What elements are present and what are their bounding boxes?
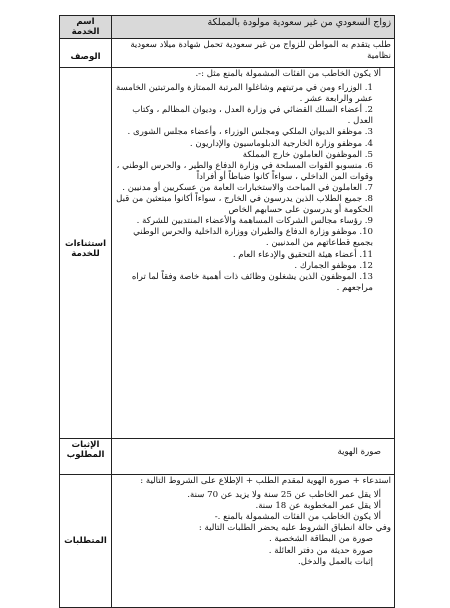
- requirements-attachments: [115, 534, 391, 567]
- description-text: طلب يتقدم به المواطن للزواج من غير سعودية تحمل شهادة ميلاد سعودية نظامية: [112, 39, 395, 68]
- attachment-item: صورة حديثة من دفتر العائلة .: [268, 545, 373, 556]
- exception-item: 4. موظفو وزارة الخارجية الدبلوماسيون والإداريون .: [189, 138, 373, 149]
- exceptions-label-line2: للخدمة: [71, 249, 100, 259]
- exception-item: 13. الموظفون الذين يشغلون وظائف ذات أهمية خاصة وفقاً لما تراه مراجعهم .: [131, 271, 373, 293]
- exceptions-label-line1: استثناءات: [64, 239, 107, 249]
- requirements-cell: [112, 475, 395, 608]
- description-row: [60, 39, 395, 68]
- documents-label: [60, 439, 112, 475]
- service-title: زواج السعودي من غير سعودية مولودة بالمملكة: [112, 16, 395, 39]
- documents-label-line1: الإثبات: [71, 440, 100, 450]
- exception-item: 9. رؤساء مجالس الشركات المساهمة والأعضاء المنتدبين للشركة .: [136, 216, 373, 227]
- description-label-text: الوصف: [70, 52, 101, 62]
- exception-item: 8. جميع الطلاب الذين يدرسون في الخارج ، سواءاً أكانوا مبتعثين من قبل الحكومة أو يدرسون على حسابهم الخاص: [116, 194, 373, 216]
- exceptions-list: [115, 83, 391, 294]
- documents-label-line2: المطلوب: [66, 450, 105, 460]
- exception-item: 11. أعضاء هيئة التحقيق والإدعاء العام .: [232, 249, 373, 260]
- exception-item: 10. موظفو وزارة الدفاع والطيران ووزارة الداخلية والحرس الوطني بجميع قطاعاتهم من المدنيين .: [133, 227, 373, 249]
- service-name-row: [60, 16, 395, 39]
- requirements-label-text: المتطلبات: [64, 536, 107, 546]
- exceptions-label: [60, 68, 112, 439]
- service-info-table: [59, 15, 395, 608]
- requirements-row: [60, 475, 395, 608]
- documents-row: [60, 439, 395, 475]
- exception-item: 3. موظفو الديوان الملكي ومجلس الوزراء ، وأعضاء مجلس الشورى .: [127, 127, 373, 138]
- exception-item: 5. الموظفون العاملون خارج المملكة: [242, 149, 373, 160]
- exceptions-row: [60, 68, 395, 439]
- requirements-followup: وفي حالة انطباق الشروط عليه يحضر الطلبات التالية :: [198, 523, 391, 534]
- exceptions-intro: ألا يكون الخاطب من الفئات المشمولة بالمنع مثل :-.: [195, 69, 381, 79]
- attachment-item: صورة من البطاقة الشخصية .: [268, 534, 373, 545]
- service-name-label: اسم الخدمة: [60, 16, 112, 39]
- exception-item: 6. منسوبو القوات المسلحة في وزارة الدفاع والطير ، والحرس الوطني ، وقوات المن الداخلي ، سواءاً كانوا ضباطاً أو أفراداً: [116, 160, 373, 182]
- requirements-intro: استدعاء + صورة الهوية لمقدم الطلب + الإطلاع على الشروط التالية :: [140, 476, 391, 486]
- exception-item: 12. موظفو الجمارك .: [294, 260, 373, 271]
- exception-item: 1. الوزراء ومن في مرتبتهم وشاغلوا المرتبة الممتازة والمرتبتين الخامسة عشر والرابعة عشر .: [115, 83, 373, 105]
- documents-value: صورة الهوية: [337, 447, 381, 457]
- documents-text: [112, 439, 395, 475]
- exception-item: 2. أعضاء السلك القضائي في وزارة العدل ، وديوان المظالم ، وكتاب العدل .: [132, 105, 373, 127]
- exceptions-cell: [112, 68, 395, 439]
- requirements-label: [60, 475, 112, 608]
- condition-item: ألا يقل عمر المخطوبة عن 18 سنة.: [255, 501, 381, 512]
- exception-item: 7. العاملون في المباحث والاستخبارات العامة من عسكريين أو مدنيين .: [122, 182, 373, 193]
- condition-item: ألا يقل عمر الخاطب عن 25 سنة ولا يزيد عن 70 سنة.: [187, 490, 381, 501]
- attachment-item: إثبات بالعمل والدخل.: [297, 556, 373, 567]
- description-label: [60, 39, 112, 68]
- requirements-conditions: [115, 490, 391, 523]
- condition-item: ألا يكون الخاطب من الفئات المشمولة بالمنع .-: [214, 512, 381, 523]
